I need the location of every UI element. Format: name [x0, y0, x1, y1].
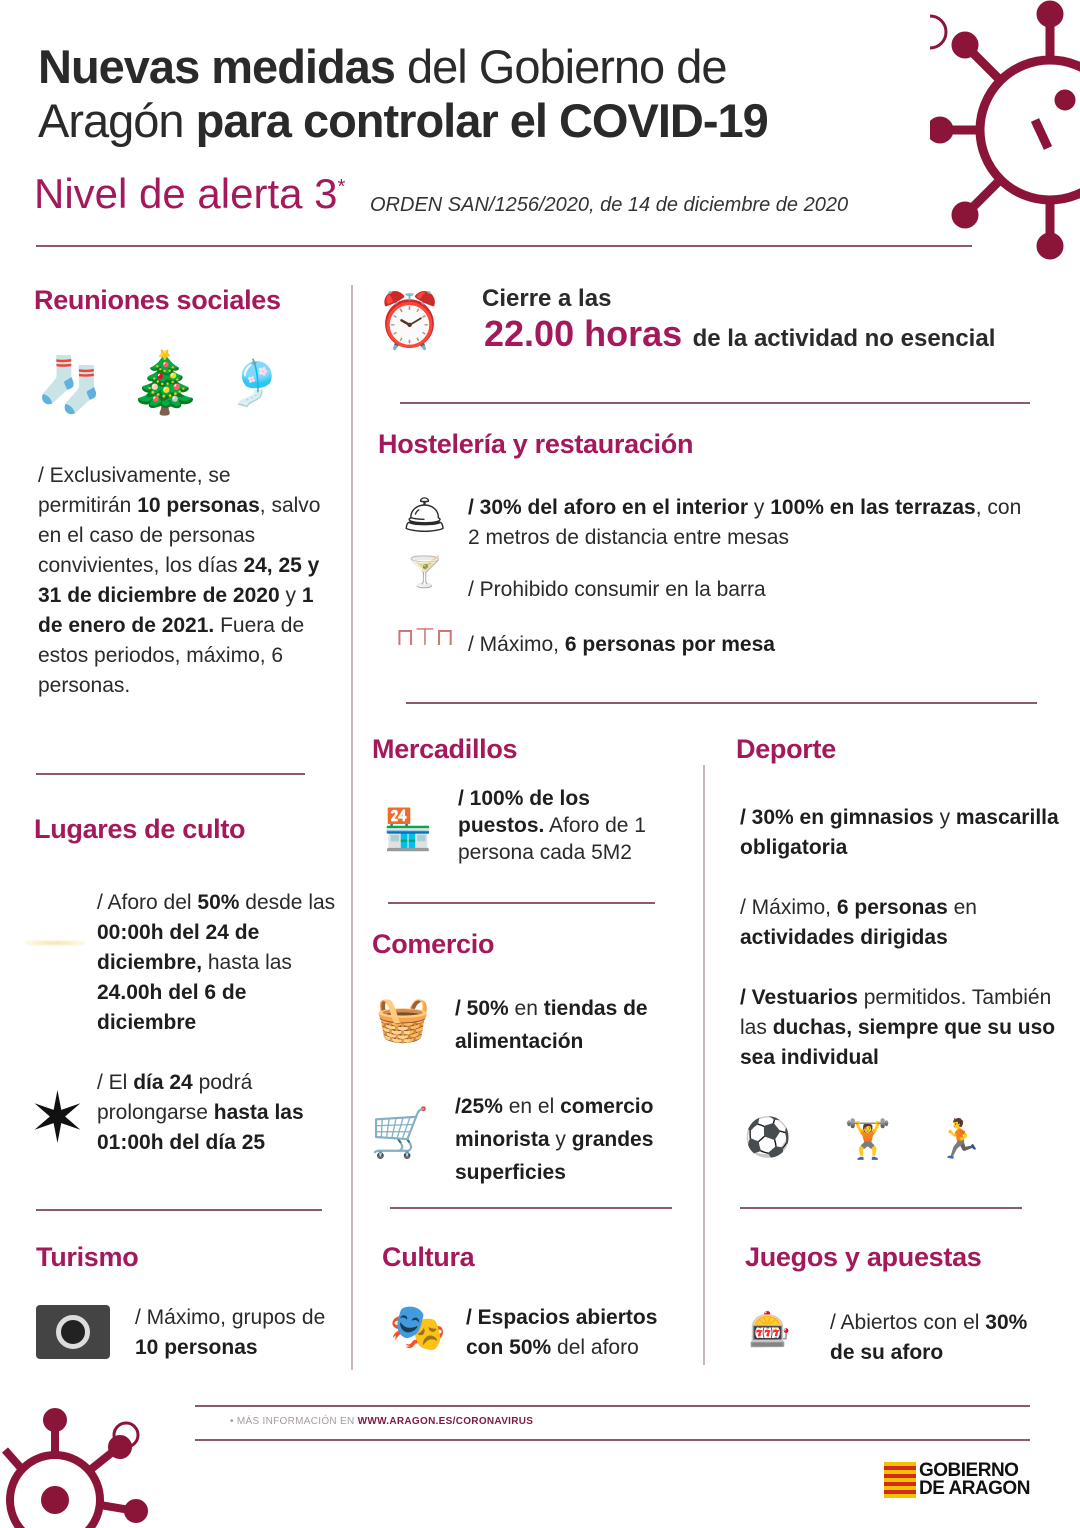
- text-segment: hasta las: [202, 951, 292, 974]
- text-segment: actividades dirigidas: [740, 926, 948, 949]
- divider: [195, 1405, 1030, 1407]
- mercadillos-title: Mercadillos: [372, 734, 518, 764]
- text-segment: en el: [502, 1095, 561, 1118]
- text-segment: en: [508, 997, 544, 1020]
- text-segment: / Prohibido consumir en la barra: [468, 578, 766, 601]
- deporte-title: Deporte: [736, 734, 836, 764]
- text-segment: / Máximo,: [468, 633, 565, 656]
- grocery-basket-icon: 🧺: [375, 995, 431, 1044]
- text-segment: 100% en las terrazas: [770, 496, 976, 519]
- divider: [36, 1209, 322, 1211]
- cultura-title: Cultura: [382, 1242, 475, 1272]
- text-segment: grandes superficies: [455, 1128, 654, 1184]
- text-segment: y: [549, 1128, 572, 1151]
- text-segment: mascarilla obligatoria: [740, 806, 1059, 859]
- text-segment: / 30% en gimnasios: [740, 806, 934, 829]
- reuniones-text: [38, 461, 328, 701]
- text-segment: 24, 25 y 31 de diciembre de 2020: [38, 554, 320, 607]
- text-segment: y: [933, 806, 956, 829]
- text-segment: / Exclusivamente, se permitirán: [38, 464, 231, 517]
- culto-item-1: [97, 888, 347, 1038]
- text-segment: / Abiertos con el: [830, 1311, 986, 1334]
- text-segment: y: [748, 496, 771, 519]
- divider: [390, 1207, 672, 1209]
- text-segment: / Máximo, grupos de: [135, 1306, 326, 1329]
- more-info: • MÁS INFORMACIÓN EN WWW.ARAGON.ES/CORONAVIRUS: [230, 1416, 534, 1427]
- sparkle-icon: [25, 940, 85, 946]
- deporte-item-1: [740, 803, 1060, 863]
- text-segment: 10 personas: [137, 494, 260, 517]
- christmas-stocking-icon: 🧦: [36, 354, 104, 415]
- theater-masks-icon: 🎭: [389, 1301, 447, 1353]
- comercio-item-1: [455, 992, 695, 1058]
- order-reference: ORDEN SAN/1256/2020, de 14 de diciembre de 2020: [370, 194, 849, 216]
- turismo-title: Turismo: [36, 1242, 139, 1272]
- christmas-tree-icon: 🎄: [127, 349, 203, 416]
- virus-icon: [930, 0, 1080, 260]
- text-segment: del Gobierno de: [394, 40, 727, 93]
- star-icon: ✶: [28, 1078, 87, 1157]
- text-segment: / 30% del aforo en el interior: [468, 496, 749, 519]
- divider: [406, 702, 1037, 704]
- mercadillos-text: [458, 785, 678, 866]
- text-segment: / 50%: [455, 997, 509, 1020]
- text-segment: desde las: [239, 891, 336, 914]
- text-segment: para controlar el COVID-19: [195, 94, 768, 147]
- turismo-text: [135, 1303, 335, 1363]
- text-segment: 10 personas: [135, 1336, 258, 1359]
- text-segment: / El: [97, 1071, 134, 1094]
- text-segment: y: [279, 584, 302, 607]
- reuniones-title: Reuniones sociales: [34, 285, 281, 315]
- cloche-icon: 🛎: [401, 494, 448, 535]
- runner-icon: 🏃: [936, 1119, 984, 1161]
- hosteleria-item-3: [468, 630, 868, 660]
- column-divider: [703, 765, 705, 1365]
- text-segment: / 100% de los puestos.: [458, 787, 590, 837]
- virus-icon-bottom: [0, 1405, 150, 1528]
- divider: [36, 245, 972, 247]
- divider: [195, 1439, 1030, 1441]
- text-segment: comercio minorista: [455, 1095, 654, 1151]
- aragon-flag-icon: [884, 1462, 916, 1498]
- text-segment: duchas, siempre que su uso sea individual: [740, 1016, 1056, 1069]
- text-segment: /25%: [455, 1095, 503, 1118]
- alarm-clock-icon: ⏰: [376, 290, 444, 351]
- divider: [388, 902, 655, 904]
- text-segment: 6 personas por mesa: [564, 633, 775, 656]
- comercio-item-2: [455, 1090, 700, 1189]
- cierre-line-2: [484, 313, 995, 355]
- shopping-cart-icon: 🛒: [370, 1107, 430, 1160]
- divider: [400, 402, 1030, 404]
- hosteleria-item-1: [468, 493, 1038, 553]
- weightlifter-icon: 🏋: [844, 1119, 892, 1161]
- text-segment: hasta las 01:00h del día 25: [97, 1101, 304, 1154]
- more-info-prefix: MÁS INFORMACIÓN EN: [236, 1416, 358, 1427]
- text-segment: , con 2 metros de distancia entre mesas: [468, 496, 1022, 549]
- text-segment: 1 de enero de 2021.: [38, 584, 314, 637]
- text-segment: podrá prolongarse: [97, 1071, 253, 1124]
- text-segment: permitidos. También las: [740, 986, 1052, 1039]
- alert-level-text: Nivel de alerta 3: [34, 170, 338, 217]
- comercio-title: Comercio: [372, 929, 495, 959]
- logo-line-2: DE ARAGON: [919, 1478, 1030, 1499]
- text-segment: / Espacios abiertos con 50%: [466, 1306, 658, 1359]
- text-segment: 24.00h del 6 de diciembre: [97, 981, 247, 1034]
- hosteleria-item-2: [468, 575, 868, 605]
- title-line-1: [38, 40, 768, 94]
- deporte-item-2: [740, 893, 1060, 953]
- text-segment: Fuera de estos periodos, máximo, 6 personas.: [38, 614, 305, 697]
- text-segment: Aragón: [38, 94, 196, 147]
- text-segment: Aforo de 1 persona cada 5M2: [458, 814, 646, 864]
- text-segment: día 24: [133, 1071, 193, 1094]
- alert-level: [34, 170, 345, 218]
- text-segment: / Máximo,: [740, 896, 837, 919]
- table-chairs-icon: ⊓⊤⊓: [395, 624, 455, 651]
- column-divider: [351, 285, 353, 1370]
- culto-item-2: [97, 1068, 337, 1158]
- title-line-2: [38, 94, 768, 148]
- text-segment: 50%: [197, 891, 240, 914]
- text-segment: del aforo: [551, 1336, 639, 1359]
- alert-asterisk: *: [337, 176, 346, 198]
- gobierno-aragon-logo: [884, 1462, 1030, 1498]
- cierre-line-1: Cierre a las: [482, 285, 612, 312]
- soccer-ball-icon: ⚽: [744, 1117, 792, 1159]
- more-info-link[interactable]: WWW.ARAGON.ES/CORONAVIRUS: [357, 1416, 534, 1427]
- ornaments-icon: 🎐: [227, 358, 283, 408]
- text-segment: tiendas de alimentación: [455, 997, 648, 1053]
- text-segment: 30% de su aforo: [830, 1311, 1028, 1364]
- deporte-item-3: [740, 983, 1060, 1073]
- divider: [36, 773, 305, 775]
- market-stall-icon: 🏪: [383, 807, 433, 852]
- text-segment: / Vestuarios: [740, 986, 858, 1009]
- text-segment: 6 personas: [836, 896, 948, 919]
- logo-line-1: GOBIERNO: [919, 1460, 1019, 1481]
- cultura-text: [466, 1303, 696, 1363]
- text-segment: en: [947, 896, 977, 919]
- text-segment: Nuevas medidas: [38, 40, 395, 93]
- hosteleria-title: Hostelería y restauración: [378, 429, 694, 459]
- text-segment: / Aforo del: [97, 891, 198, 914]
- text-segment: , salvo en el caso de personas convivientes, los días: [38, 494, 321, 577]
- casino-chips-icon: 🎰: [748, 1311, 792, 1349]
- cierre-rest: de la actividad no esencial: [692, 325, 996, 352]
- divider: [740, 1207, 1022, 1209]
- camera-icon: [36, 1305, 110, 1359]
- culto-title: Lugares de culto: [34, 814, 246, 844]
- text-segment: 00:00h del 24 de diciembre,: [97, 921, 260, 974]
- cierre-time: 22.00 horas: [484, 313, 683, 354]
- juegos-title: Juegos y apuestas: [745, 1242, 982, 1272]
- juegos-text: [830, 1308, 1030, 1368]
- cocktail-icon: 🍸: [406, 556, 444, 589]
